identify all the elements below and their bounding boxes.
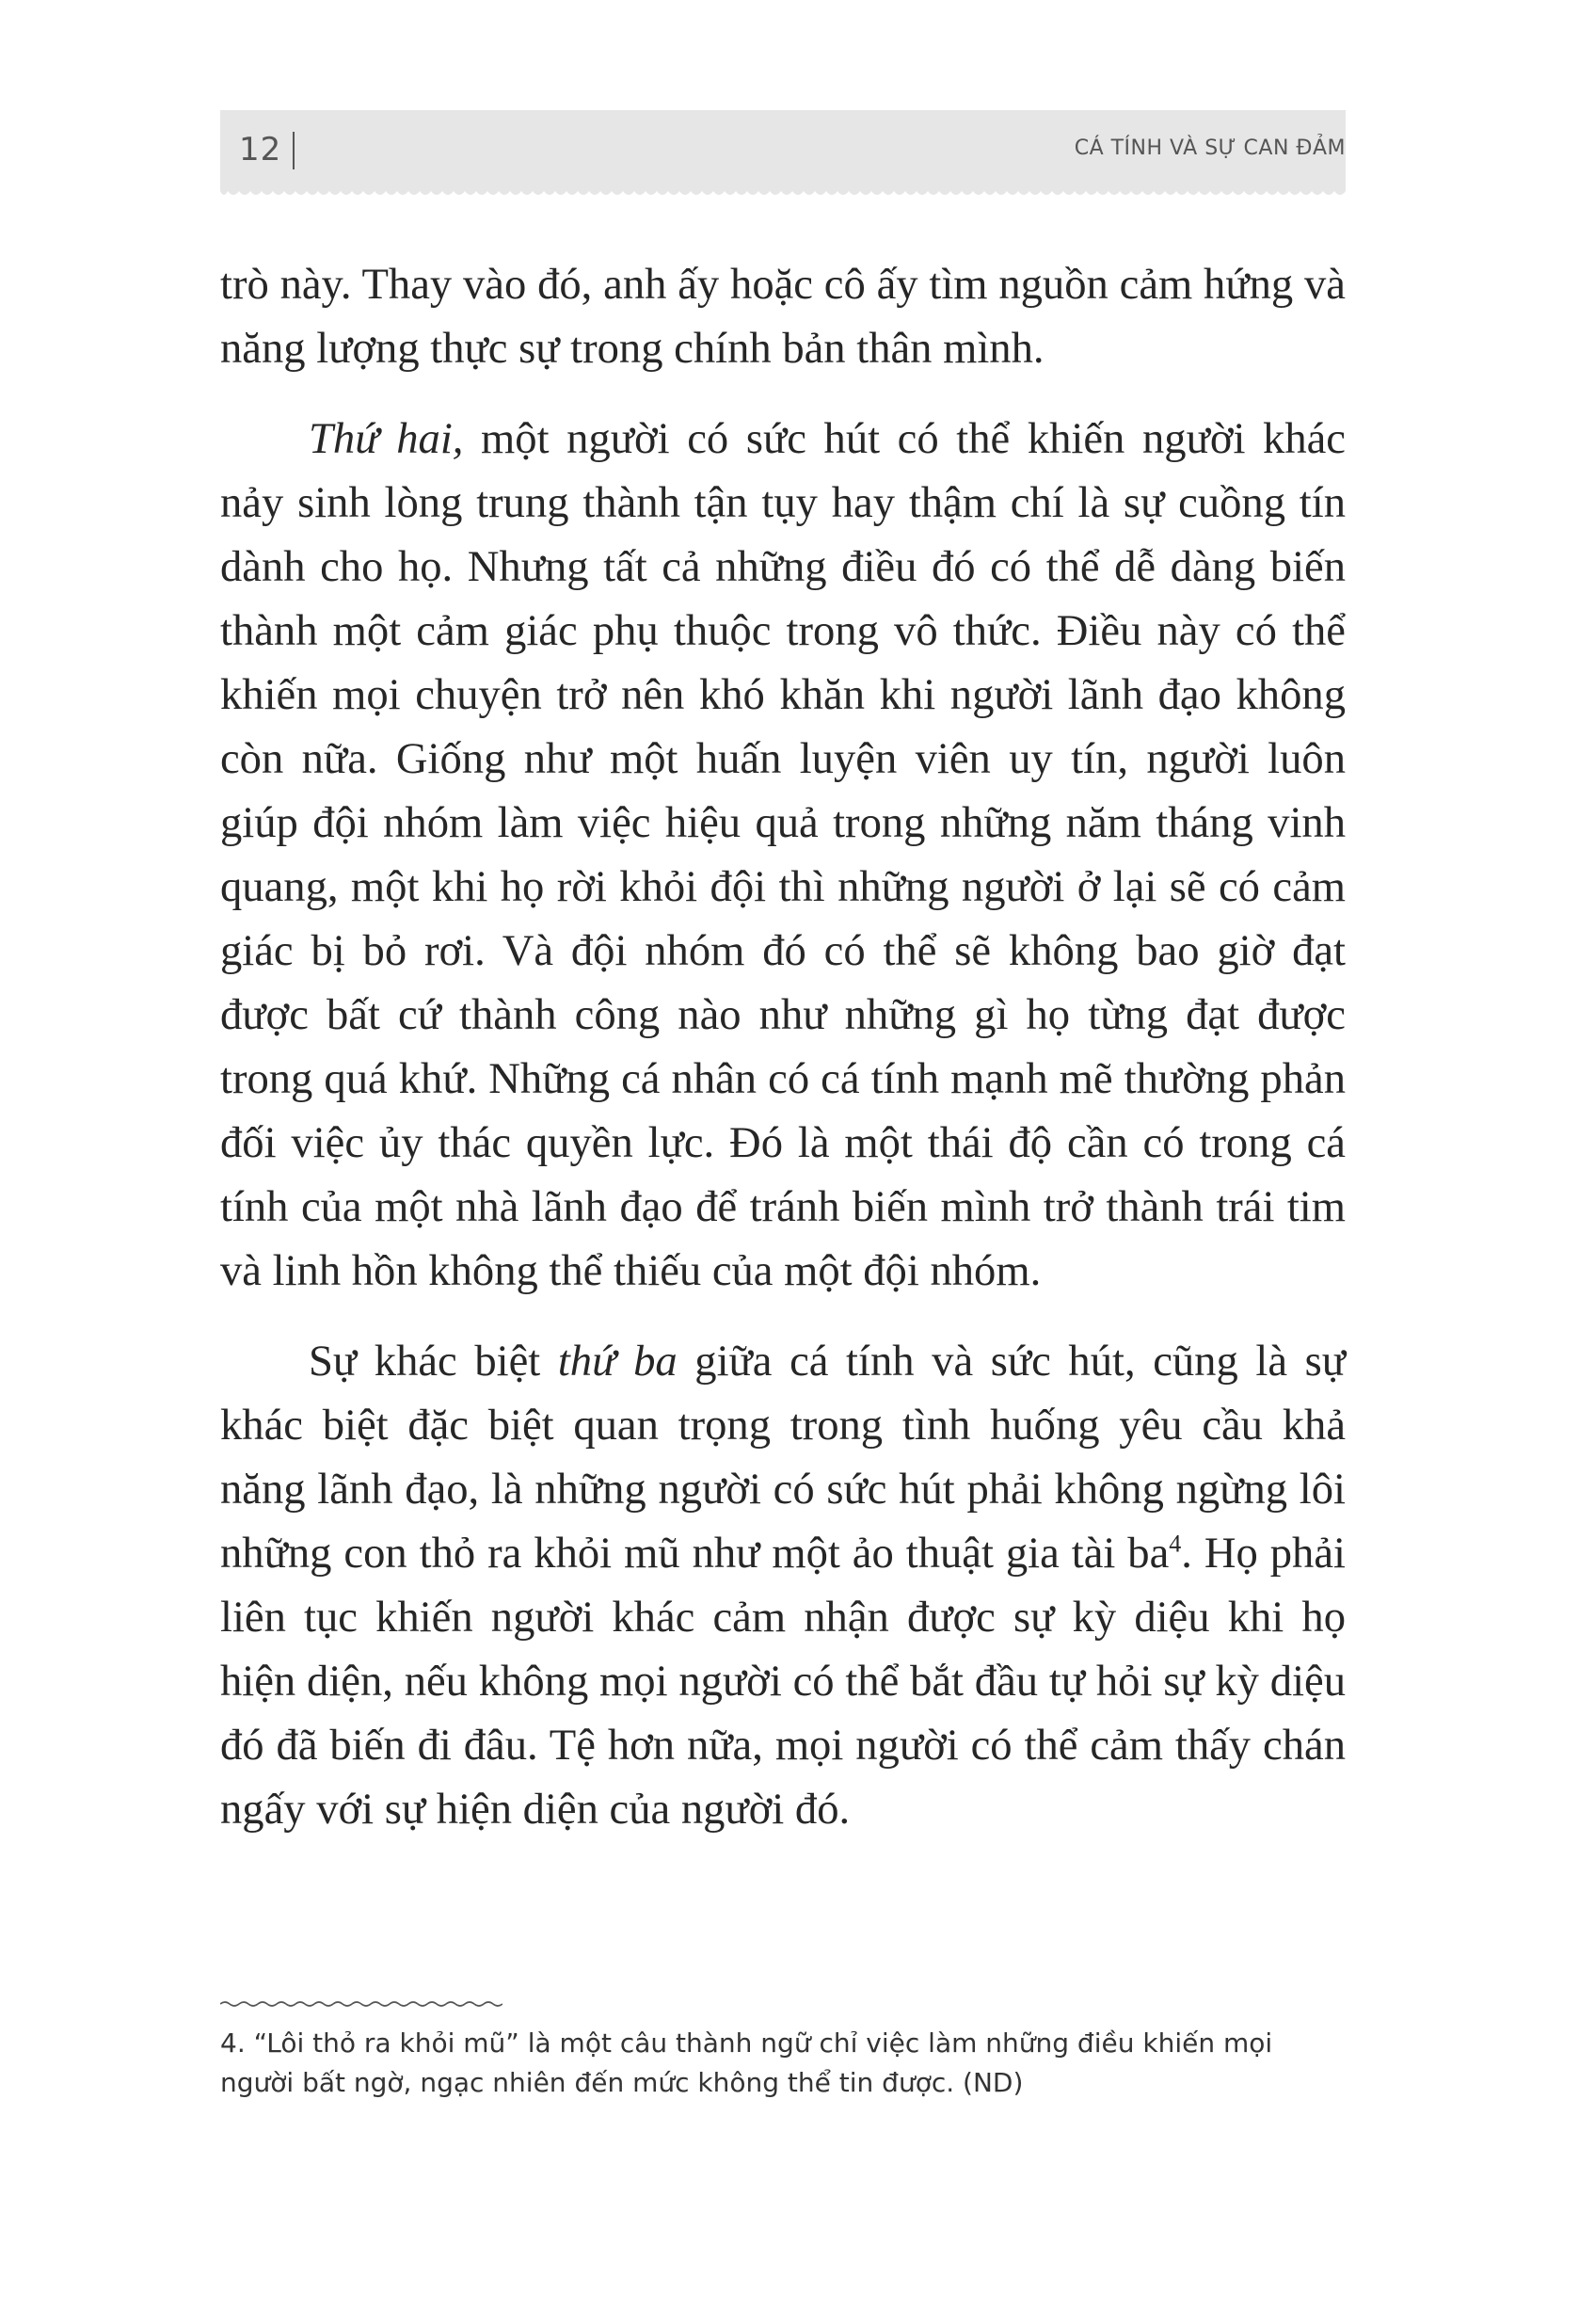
running-title: CÁ TÍNH VÀ SỰ CAN ĐẢM bbox=[1074, 136, 1346, 160]
page-number: 12 bbox=[239, 131, 282, 168]
paragraph-3-middle: giữa cá tính và sức hút, cũng là sự khác biệt đặc biệt quan trọng trong tình huống yêu cầu khả năng lãnh đạo, là những người có sức hút phải không ngừng lôi những con thỏ ra khỏi mũ như một ảo thuật gia tài ba bbox=[220, 1337, 1347, 1578]
paragraph-3-start: Sự khác biệt bbox=[309, 1337, 558, 1386]
body-text bbox=[220, 252, 1346, 1841]
paragraph-3-end: . Họ phải liên tục khiến người khác cảm nhận được sự kỳ diệu khi họ hiện diện, nếu không mọi người có thể bắt đầu tự hỏi sự kỳ diệu đó đã biến đi đâu. Tệ hơn nữa, mọi người có thể cảm thấy chán ngấy với sự hiện diện của người đó. bbox=[220, 1529, 1346, 1834]
paragraph-2-lead-italic: Thứ hai, bbox=[309, 414, 464, 463]
footnote-separator bbox=[220, 1999, 502, 2009]
paragraph-3-italic: thứ ba bbox=[557, 1337, 678, 1386]
header-divider bbox=[293, 132, 295, 169]
header-wavy-edge bbox=[220, 187, 1346, 200]
footnote-4: 4. “Lôi thỏ ra khỏi mũ” là một câu thành ngữ chỉ việc làm những điều khiến mọi người bất ngờ, ngạc nhiên đến mức không thể tin được. (ND) bbox=[220, 2027, 1273, 2098]
paragraph-2-text: một người có sức hút có thể khiến người khác nảy sinh lòng trung thành tận tụy hay thậm chí là sự cuồng tín dành cho họ. Nhưng tất cả những điều đó có thể dễ dàng biến thành một cảm giác phụ thuộc trong vô thức. Điều này có thể khiến mọi chuyện trở nên khó khăn khi người lãnh đạo không còn nữa. Giống như một huấn luyện viên uy tín, người luôn giúp đội nhóm làm việc hiệu quả trong những năm tháng vinh quang, một khi họ rời khỏi đội thì những người ở lại sẽ có cảm giác bị bỏ rơi. Và đội nhóm đó có thể sẽ không bao giờ đạt được bất cứ thành công nào như những gì họ từng đạt được trong quá khứ. Những cá nhân có cá tính mạnh mẽ thường phản đối việc ủy thác quyền lực. Đó là một thái độ cần có trong cá tính của một nhà lãnh đạo để tránh biến mình trở thành trái tim và linh hồn không thể thiếu của một đội nhóm. bbox=[220, 414, 1346, 1295]
paragraph-1: trò này. Thay vào đó, anh ấy hoặc cô ấy tìm nguồn cảm hứng và năng lượng thực sự trong chính bản thân mình. bbox=[220, 260, 1346, 373]
footnote-reference[interactable]: 4 bbox=[1169, 1530, 1182, 1558]
paragraph-2 bbox=[220, 407, 1346, 1303]
paragraph-3 bbox=[220, 1329, 1346, 1841]
